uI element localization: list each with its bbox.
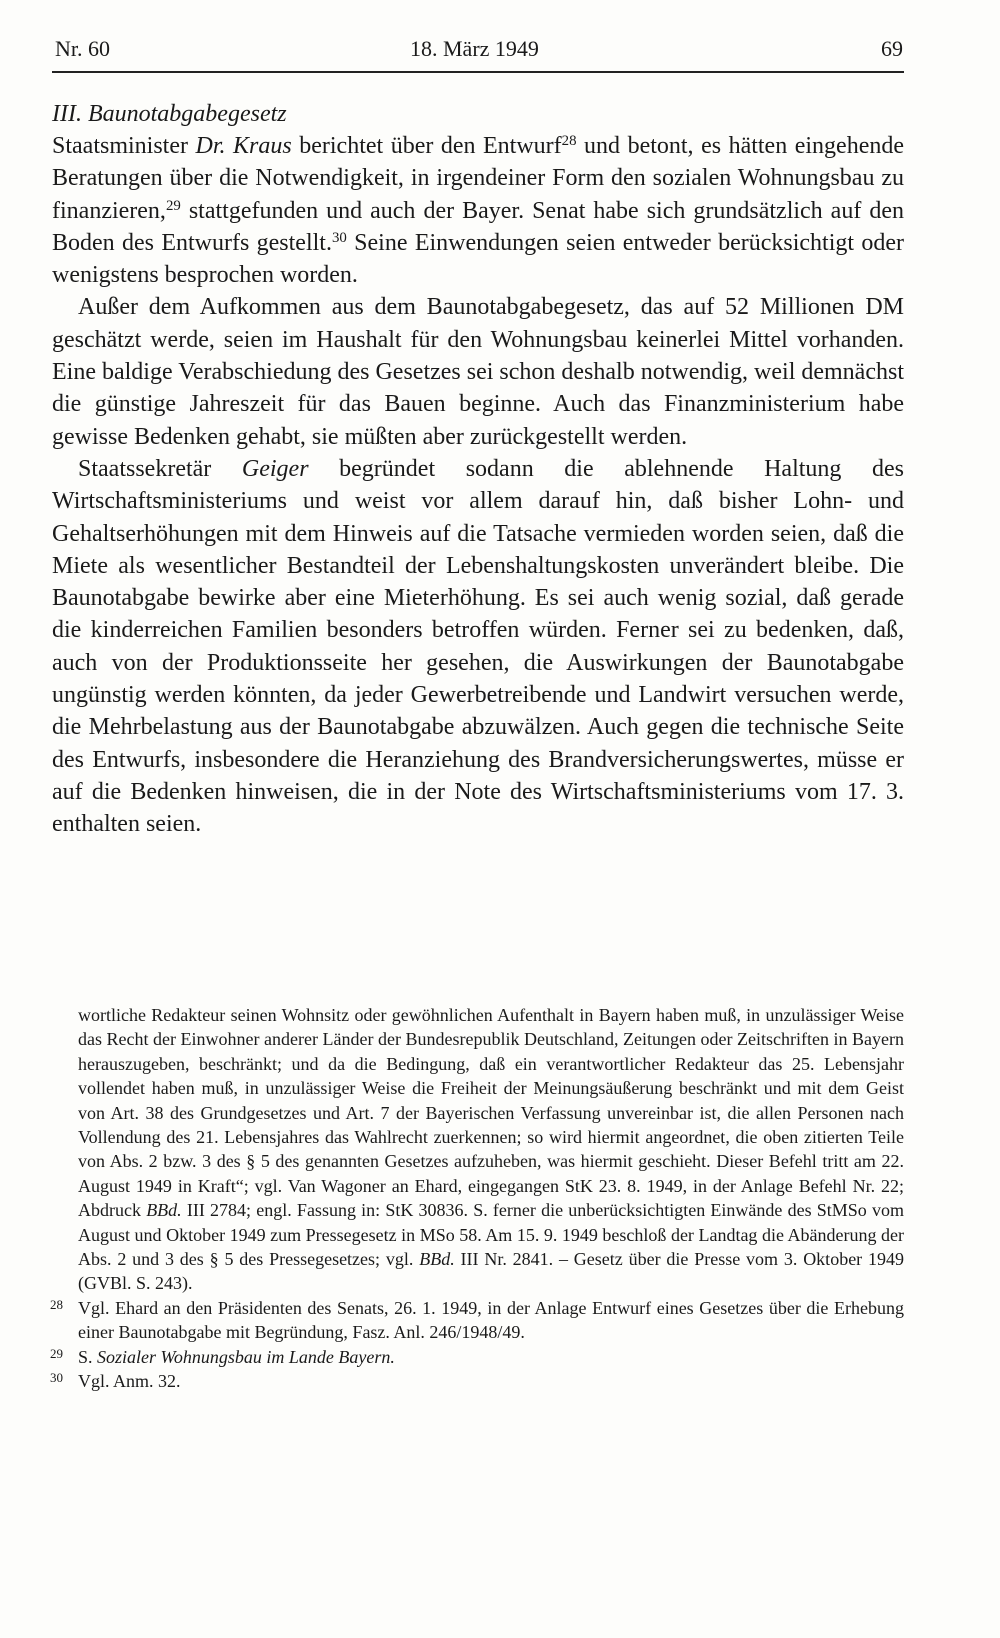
fn-cont-bbd1: BBd.: [146, 1200, 182, 1221]
issue-number: Nr. 60: [55, 36, 110, 61]
paragraph-3: [52, 453, 904, 841]
p3-text-a: Staatssekretär: [78, 455, 242, 482]
speaker-name: Geiger: [241, 455, 309, 482]
fn-cont-b: III 2784; engl. Fassung in: StK 30836. S. ferner die unberücksichtigten Einwände des StMSo vom August und Oktober 1949 zum Pressegesetz in MSo 58. Am 15. 9. 1949 beschloß der Landtag die Abänderung der Abs. 2 und 3 des § 5 des Pressegesetzes; vgl.: [78, 1200, 905, 1270]
footnote-title: Sozialer Wohnungsbau im Lande Bayern.: [97, 1346, 395, 1367]
footnote-continuation: [52, 1003, 904, 1296]
p1-text-d: stattgefunden und auch der Bayer. Senat habe sich grundsätzlich auf den Boden des Entwurfs gestellt.: [52, 197, 904, 256]
section-heading: III. Baunotabgabegesetz: [52, 101, 287, 127]
footnote-30: [52, 1369, 904, 1393]
paragraph-2: Außer dem Aufkommen aus dem Baunotabgabegesetz, das auf 52 Millionen DM geschätzt werde, seien im Haushalt für den Wohnungsbau keinerlei Mittel vorhanden. Eine baldige Verabschiedung des Gesetzes sei schon deshalb notwendig, weil demnächst die günstige Jahreszeit für das Bauen beginne. Auch das Finanzministerium habe gewisse Bedenken gehabt, sie müßten aber zurückgestellt werden.: [52, 294, 904, 450]
p1-text-c: und betont, es hätten eingehende Beratungen über die Notwendigkeit, in irgendeiner Form den sozialen Wohnungsbau zu finanzieren,: [52, 133, 905, 224]
page-number: 69: [881, 36, 903, 61]
footnote-29: [52, 1345, 904, 1369]
p1-text-b: berichtet über den Entwurf: [291, 133, 562, 159]
footnote-ref-29: 29: [165, 197, 181, 214]
speaker-name: Dr. Kraus: [195, 133, 292, 159]
footnote-text: S.: [78, 1346, 98, 1367]
p3-text-b: begründet sodann die ablehnende Haltung des Wirtschaftsministeriums und weist vor allem darauf hin, daß bisher Lohn- und Gehaltserhöhungen mit dem Hinweis auf die Tatsache vermieden worden seien, daß die Miete als wesentlicher Bestandteil der Lebenshaltungskosten unverändert bleibe. Die Baunotabgabe bewirke aber eine Mieterhöhung. Es sei auch wenig sozial, daß gerade die kinderreichen Familien besonders betroffen würden. Ferner sei zu bedenken, daß, auch von der Produktionsseite her gesehen, die Auswirkungen der Baunotabgabe ungünstig werden könnten, da jeder Gewerbetreibende und Landwirt versuchen werde, die Mehrbelastung aus der Baunotabgabe abzuwälzen. Auch gegen die technische Seite des Entwurfs, insbesondere die Heranziehung des Brandversicherungswertes, müsse er auf die Bedenken hinweisen, die in der Note des Wirtschaftsministeriums vom 17. 3. enthalten seien.: [52, 455, 905, 838]
footnote-text: Vgl. Ehard an den Präsidenten des Senats, 26. 1. 1949, in der Anlage Entwurf eines Gesetzes über die Erhebung einer Baunotabgabe mit Begründung, Fasz. Anl. 246/1948/49.: [78, 1297, 904, 1343]
p1-text-a: Staatsminister: [52, 133, 196, 159]
p1-text-e: Seine Einwendungen seien entweder berücksichtigt oder wenigstens besprochen worden.: [52, 229, 905, 289]
footnote-text: Vgl. Anm. 32.: [78, 1371, 181, 1392]
footnotes: [52, 1003, 904, 1394]
paragraph-1: [52, 130, 904, 291]
footnote-28: [52, 1296, 904, 1345]
fn-cont-bbd2: BBd.: [419, 1249, 455, 1270]
footnote-ref-28: 28: [561, 132, 577, 149]
footnote-ref-30: 30: [331, 229, 347, 246]
fn-cont-c: III Nr. 2841. – Gesetz über die Presse vom 3. Oktober 1949 (GVBl. S. 243).: [78, 1249, 904, 1294]
session-date: 18. März 1949: [410, 36, 539, 61]
fn-cont-a: wortliche Redakteur seinen Wohnsitz oder gewöhnlichen Aufenthalt in Bayern haben muß, in unzulässiger Weise das Recht der Einwohner anderer Länder der Bundesrepublik Deutschland, Zeitungen oder Zeitschriften in Bayern herauszugeben, beschränkt; und da die Bedingung, daß ein verantwortlicher Redakteur das 25. Lebensjahr vollendet haben muß, in unzulässiger Weise die Freiheit der Meinungsäußerung beschränkt und mit dem Geist von Art. 38 des Grundgesetzes und Art. 7 der Bayerischen Verfassung unvereinbar ist, die allen Personen nach Vollendung des 21. Lebensjahres das Wahlrecht zuerkennen; so wird hiermit angeordnet, die oben zitierten Teile von Abs. 2 bzw. 3 des § 5 des genannten Gesetzes aufzuheben, was hiermit geschieht. Dieser Befehl tritt am 22. August 1949 in Kraft“; vgl. Van Wagoner an Ehard, eingegangen StK 23. 8. 1949, in der Anlage Befehl Nr. 22; Abdruck: [78, 1005, 904, 1221]
main-text: [52, 98, 904, 841]
running-header: [55, 36, 903, 72]
footnote-number: 29: [50, 1345, 63, 1361]
header-rule: [52, 71, 904, 73]
footnote-number: 30: [50, 1370, 63, 1386]
footnote-number: 28: [50, 1296, 63, 1312]
